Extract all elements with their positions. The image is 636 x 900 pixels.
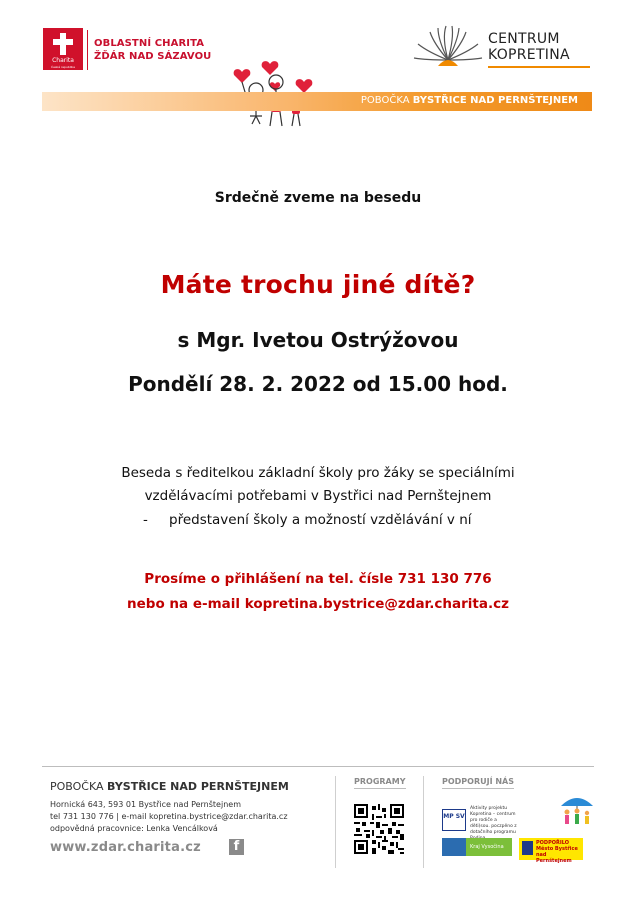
- website-link[interactable]: www.zdar.charita.cz: [50, 840, 201, 855]
- org-name-line2: ŽĎÁR NAD SÁZAVOU: [94, 51, 212, 62]
- column-divider: [335, 776, 336, 868]
- footer-branch-prefix: POBOČKA: [50, 780, 104, 793]
- family-umbrella-logo: [557, 794, 597, 828]
- branch-banner-name: BYSTŘICE NAD PERNŠTEJNEM: [412, 95, 578, 106]
- event-title: Máte trochu jiné dítě?: [160, 270, 476, 299]
- registration-email: nebo na e-mail kopretina.bystrice@zdar.charita.cz: [127, 596, 509, 612]
- city-support-logo: [519, 838, 583, 864]
- footer-contact-info: [50, 799, 288, 835]
- center-name: [488, 31, 570, 63]
- programs-heading: PROGRAMY: [354, 777, 406, 789]
- daisy-logo-icon: [412, 24, 484, 76]
- supporters-heading: PODPORUJÍ NÁS: [442, 777, 514, 789]
- city-crest-icon: [522, 841, 533, 855]
- footer-contact: tel 731 130 776 | e-mail kopretina.bystrice@zdar.charita.cz: [50, 812, 288, 821]
- kraj-logo-mark: [442, 838, 466, 856]
- kraj-logo-label: Kraj Vysočina: [470, 844, 504, 850]
- footer-branch: [50, 780, 289, 793]
- mpsv-logo: [442, 809, 466, 831]
- org-name: [94, 37, 211, 63]
- footer-divider: [42, 766, 594, 767]
- center-name-line2: KOPRETINA: [488, 47, 570, 63]
- registration-info: [0, 567, 636, 617]
- event-datetime: Pondělí 28. 2. 2022 od 15.00 hod.: [128, 372, 508, 396]
- branch-banner: [42, 92, 592, 111]
- sponsor-note: Aktivity projektu Kopretina – centrum pro rodiče a děti(sou. poczpěno z dotačního programu: [470, 806, 517, 835]
- bullet-text: představení školy a možností vzdělávání v ní: [169, 512, 472, 528]
- bullet-dash: -: [143, 512, 148, 528]
- org-name-line1: OBLASTNÍ CHARITA: [94, 38, 205, 49]
- qr-code-icon[interactable]: [354, 804, 404, 854]
- footer-address: Hornická 643, 593 01 Bystřice nad Pernštejnem: [50, 800, 241, 809]
- center-name-line1: CENTRUM: [488, 31, 560, 47]
- footer-responsible: odpovědná pracovnice: Lenka Vencálková: [50, 824, 218, 833]
- cross-icon-bar: [53, 39, 73, 45]
- description-bullet: [143, 509, 472, 532]
- invite-text: Srdečně zveme na besedu: [214, 190, 422, 206]
- center-underline: [488, 66, 590, 68]
- registration-phone: Prosíme o přihlášení na tel. čísle 731 130 776: [144, 571, 492, 587]
- description-line1: Beseda s ředitelkou základní školy pro žáky se speciálními: [121, 465, 515, 481]
- speaker: s Mgr. Ivetou Ostrýžovou: [177, 328, 459, 352]
- org-divider: [87, 30, 88, 70]
- charita-logo-subtext: Česká republika: [51, 65, 75, 69]
- branch-banner-label: [361, 95, 578, 106]
- mpsv-logo-label: MP SV: [443, 813, 465, 820]
- footer-branch-name: BYSTŘICE NAD PERNŠTEJNEM: [107, 780, 289, 793]
- column-divider: [423, 776, 424, 868]
- description-line2: vzdělávacími potřebami v Bystřici nad Pernštejnem: [144, 488, 492, 504]
- description: [0, 462, 636, 508]
- facebook-glyph: f: [233, 839, 240, 854]
- city-support-label: PODPOŘILO Město Bystřice nad Pernštejnem: [536, 840, 578, 864]
- charita-logo: [43, 28, 83, 70]
- kraj-vysocina-logo: [442, 838, 512, 856]
- facebook-icon[interactable]: [229, 839, 244, 855]
- branch-banner-prefix: POBOČKA: [360, 95, 410, 106]
- charita-logo-text: Charita: [52, 57, 74, 64]
